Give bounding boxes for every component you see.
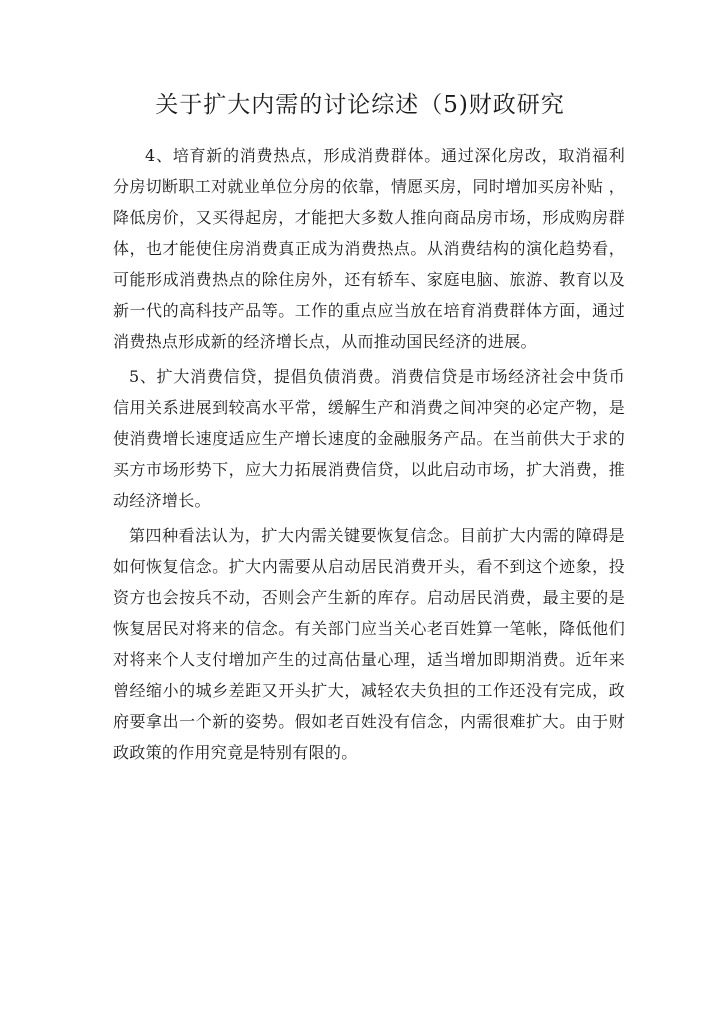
document-body — [113, 140, 625, 772]
document-title: 关于扩大内需的讨论综述（5)财政研究 — [155, 92, 565, 118]
paragraph-2: 5、扩大消费信贷，提倡负债消费。消费信贷是市场经济社会中货币信用关系进展到较高水平常，缓解生产和消费之间冲突的必定产物，是使消费增长速度适应生产增长速度的金融服务产品。在当前供大于求的买方市场形势下，应大力拓展消费信贷，以此启动市场，扩大消费，推动经济增长。 — [113, 367, 625, 510]
paragraph-3: 第四种看法认为，扩大内需关键要恢复信念。目前扩大内需的障碍是如何恢复信念。扩大内需要从启动居民消费开头，看不到这个迹象，投资方也会按兵不动，否则会产生新的库存。启动居民消费，最主要的是恢复居民对将来的信念。有关部门应当关心老百姓算一笔帐，降低他们对将来个人支付增加产生的过高估量心理，适当增加即期消费。近年来曾经缩小的城乡差距又开头扩大，减轻农夫负担的工作还没有完成，政府要拿出一个新的姿势。假如老百姓没有信念，内需很难扩大。由于财政政策的作用究竟是特别有限的。 — [113, 526, 625, 762]
paragraph-1: 4、培育新的消费热点，形成消费群体。通过深化房改，取消福利分房切断职工对就业单位分房的依靠，情愿买房，同时增加买房补贴 ，降低房价，又买得起房，才能把大多数人推向商品房市场，形成购房群体，也才能使住房消费真正成为消费热点。从消费结构的演化趋势看，可能形成消费热点的除住房外，还有轿车、家庭电脑、旅游、教育以及新一代的高科技产品等。工作的重点应当放在培育消费群体方面，通过消费热点形成新的经济增长点，从而推动国民经济的进展。 — [113, 146, 625, 351]
